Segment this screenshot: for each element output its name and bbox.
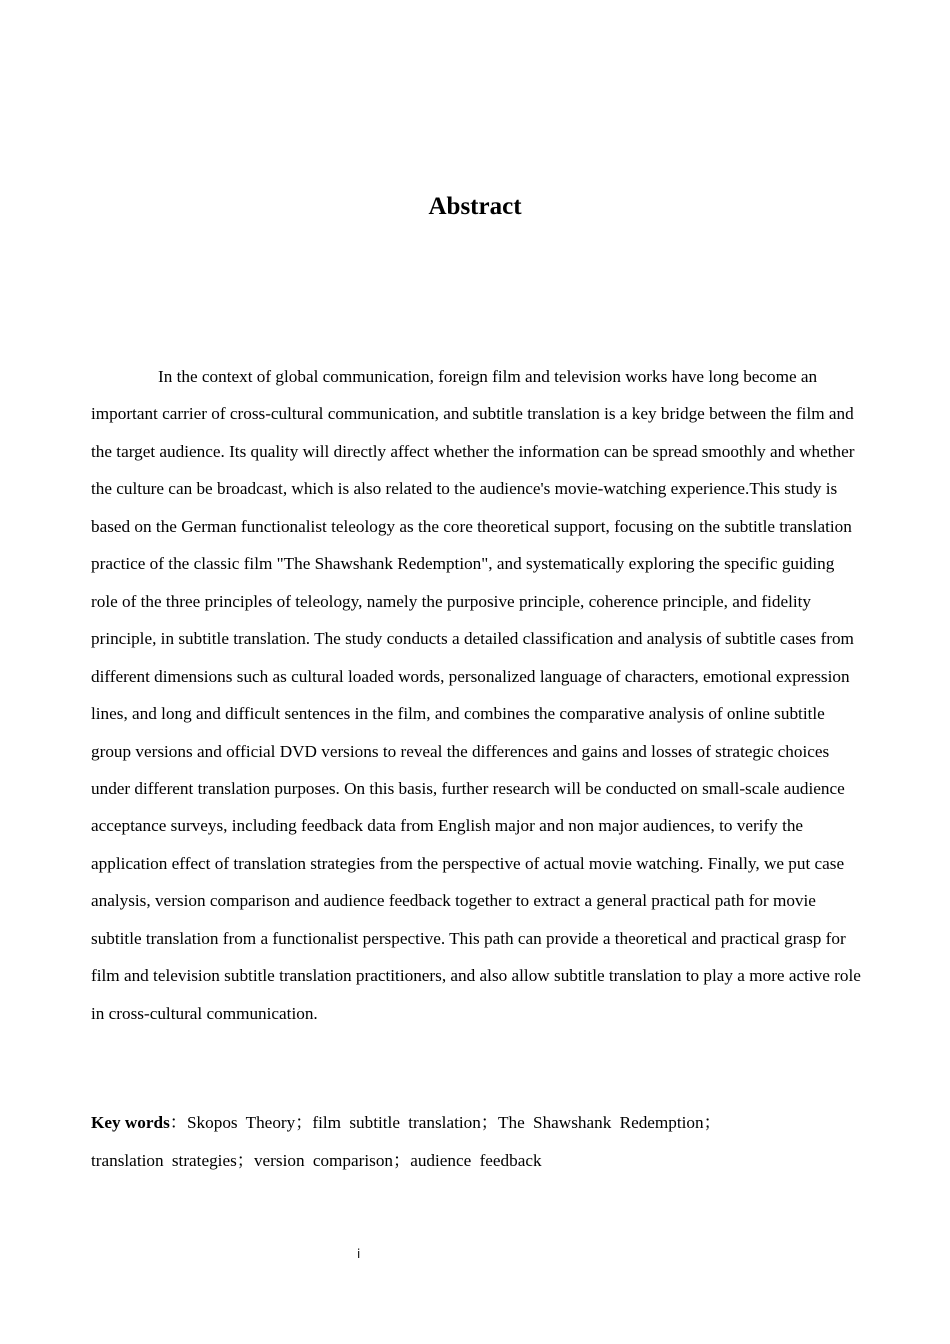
keywords-separator: ： — [169, 1113, 187, 1132]
abstract-body: In the context of global communication, foreign film and television works have long become an important carrier of cross-cultural communication, and subtitle translation is a key bridge between the film and the target audience. Its quality will directly affect whether the information can be spread smoothly and whether the culture can be broadcast, which is also related to the audience's movie-watching experience.This study is based on the German functionalist teleology as the core theoretical support, focusing on the subtitle translation practice of the classic film "The Shawshank Redemption", and systematically exploring the specific guiding role of the three principles of teleology, namely the purposive principle, coherence principle, and fidelity principle, in subtitle translation. The study conducts a detailed classification and analysis of subtitle cases from different dimensions such as cultural loaded words, personalized language of characters, emotional expression lines, and long and difficult sentences in the film, and combines the comparative analysis of online subtitle group versions and official DVD versions to reveal the differences and gains and losses of strategic choices under different translation purposes. On this basis, further research will be conducted on small-scale audience acceptance surveys, including feedback data from English major and non major audiences, to verify the application effect of translation strategies from the perspective of actual movie watching. Finally, we put case analysis, version comparison and audience feedback together to extract a general practical path for movie subtitle translation from a functionalist perspective. This path can provide a theoretical and practical grasp for film and television subtitle translation practitioners, and also allow subtitle translation to play a more active role in cross-cultural communication. — [91, 367, 861, 1023]
page-title: Abstract — [428, 193, 522, 220]
page-number: i — [357, 1247, 361, 1261]
keywords-list: Skopos Theory；film subtitle translation；The Shawshank Redemption；translation strategies；version comparison；audience feedback — [91, 1113, 721, 1170]
keywords-line — [91, 1104, 791, 1179]
keywords-label: Key words — [91, 1113, 170, 1132]
